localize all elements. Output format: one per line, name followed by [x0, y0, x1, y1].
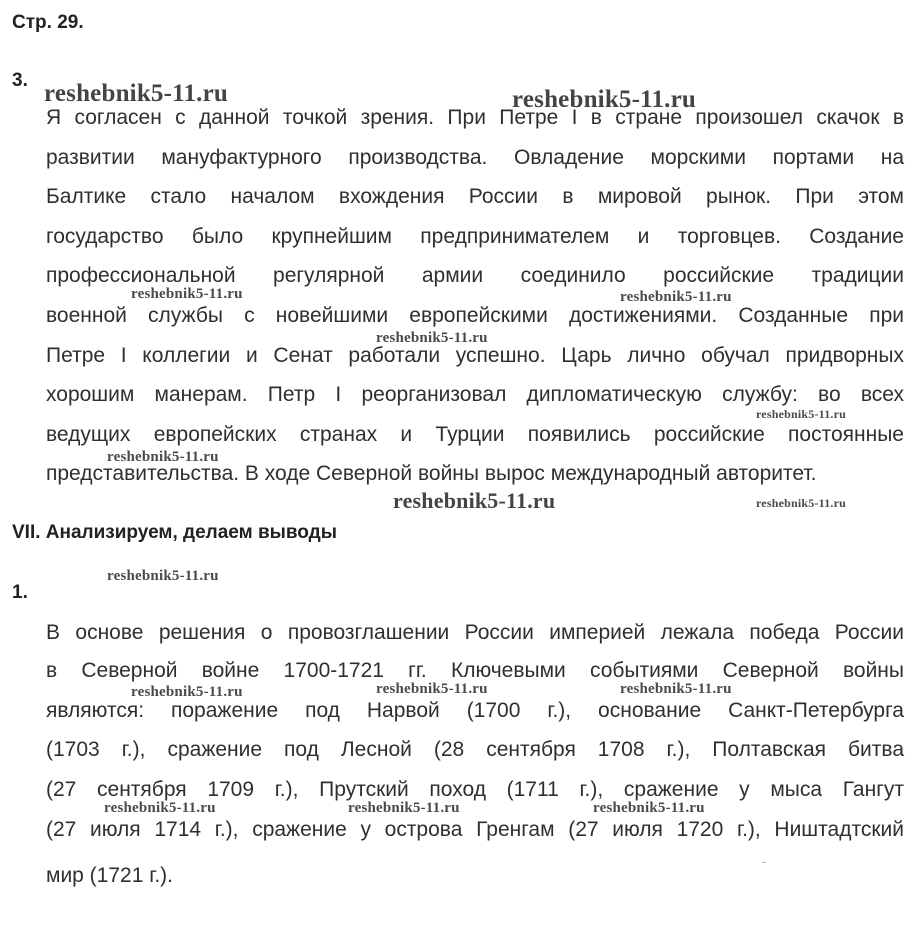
task1-line-6: (27 июля 1714 г.), сражение у острова Гренгам (27 июля 1720 г.), Ништадтский [46, 818, 904, 841]
watermark: reshebnik5-11.ru [107, 449, 219, 465]
watermark: reshebnik5-11.ru [756, 407, 846, 421]
watermark: reshebnik5-11.ru [620, 681, 732, 697]
watermark: reshebnik5-11.ru [348, 800, 460, 816]
task1-line-5: (27 сентября 1709 г.), Прутский поход (1711 г.), сражение у мыса Гангут [46, 778, 904, 801]
task1-line-3: являются: поражение под Нарвой (1700 г.), основание Санкт-Петербурга [46, 699, 904, 722]
task3-line-6: военной службы с новейшими европейскими достижениями. Созданные при [46, 304, 904, 327]
task3-line-7: Петре I коллегии и Сенат работали успешно. Царь лично обучал придворных [46, 344, 904, 367]
task1-line-1: В основе решения о провозглашении России империей лежала победа России [46, 621, 904, 644]
watermark: reshebnik5-11.ru [107, 568, 219, 584]
task3-line-4: государство было крупнейшим предпринимателем и торговцев. Создание [46, 225, 904, 248]
task-number-1: 1. [12, 582, 28, 603]
scan-speck [762, 862, 766, 863]
task1-line-4: (1703 г.), сражение под Лесной (28 сентября 1708 г.), Полтавская битва [46, 738, 904, 761]
watermark: reshebnik5-11.ru [376, 681, 488, 697]
watermark: reshebnik5-11.ru [512, 86, 697, 113]
task3-line-2: развитии мануфактурного производства. Овладение морскими портами на [46, 146, 904, 169]
watermark: reshebnik5-11.ru [593, 800, 705, 816]
task-number-3: 3. [12, 70, 28, 91]
watermark: reshebnik5-11.ru [756, 496, 846, 510]
watermark: reshebnik5-11.ru [131, 286, 243, 302]
page-label: Стр. 29. [12, 12, 84, 33]
task1-line-2: в Северной войне 1700-1721 гг. Ключевыми событиями Северной войны [46, 659, 904, 682]
task1-line-7: мир (1721 г.). [46, 864, 173, 887]
task3-line-3: Балтике стало началом вхождения России в мировой рынок. При этом [46, 185, 904, 208]
watermark: reshebnik5-11.ru [393, 488, 556, 513]
task3-line-8: хорошим манерам. Петр I реорганизовал дипломатическую службу: во всех [46, 383, 904, 406]
task3-line-1: Я согласен с данной точкой зрения. При Петре I в стране произошел скачок в [46, 106, 904, 129]
watermark: reshebnik5-11.ru [620, 289, 732, 305]
watermark: reshebnik5-11.ru [131, 684, 243, 700]
task3-line-5: профессиональной регулярной армии соединило российские традиции [46, 264, 904, 287]
task3-line-9: ведущих европейских странах и Турции появились российские постоянные [46, 423, 904, 446]
watermark: reshebnik5-11.ru [44, 80, 229, 107]
section-title: VII. Анализируем, делаем выводы [12, 522, 337, 543]
task3-line-10: представительства. В ходе Северной войны вырос международный авторитет. [46, 462, 817, 485]
watermark: reshebnik5-11.ru [376, 330, 488, 346]
watermark: reshebnik5-11.ru [104, 800, 216, 816]
